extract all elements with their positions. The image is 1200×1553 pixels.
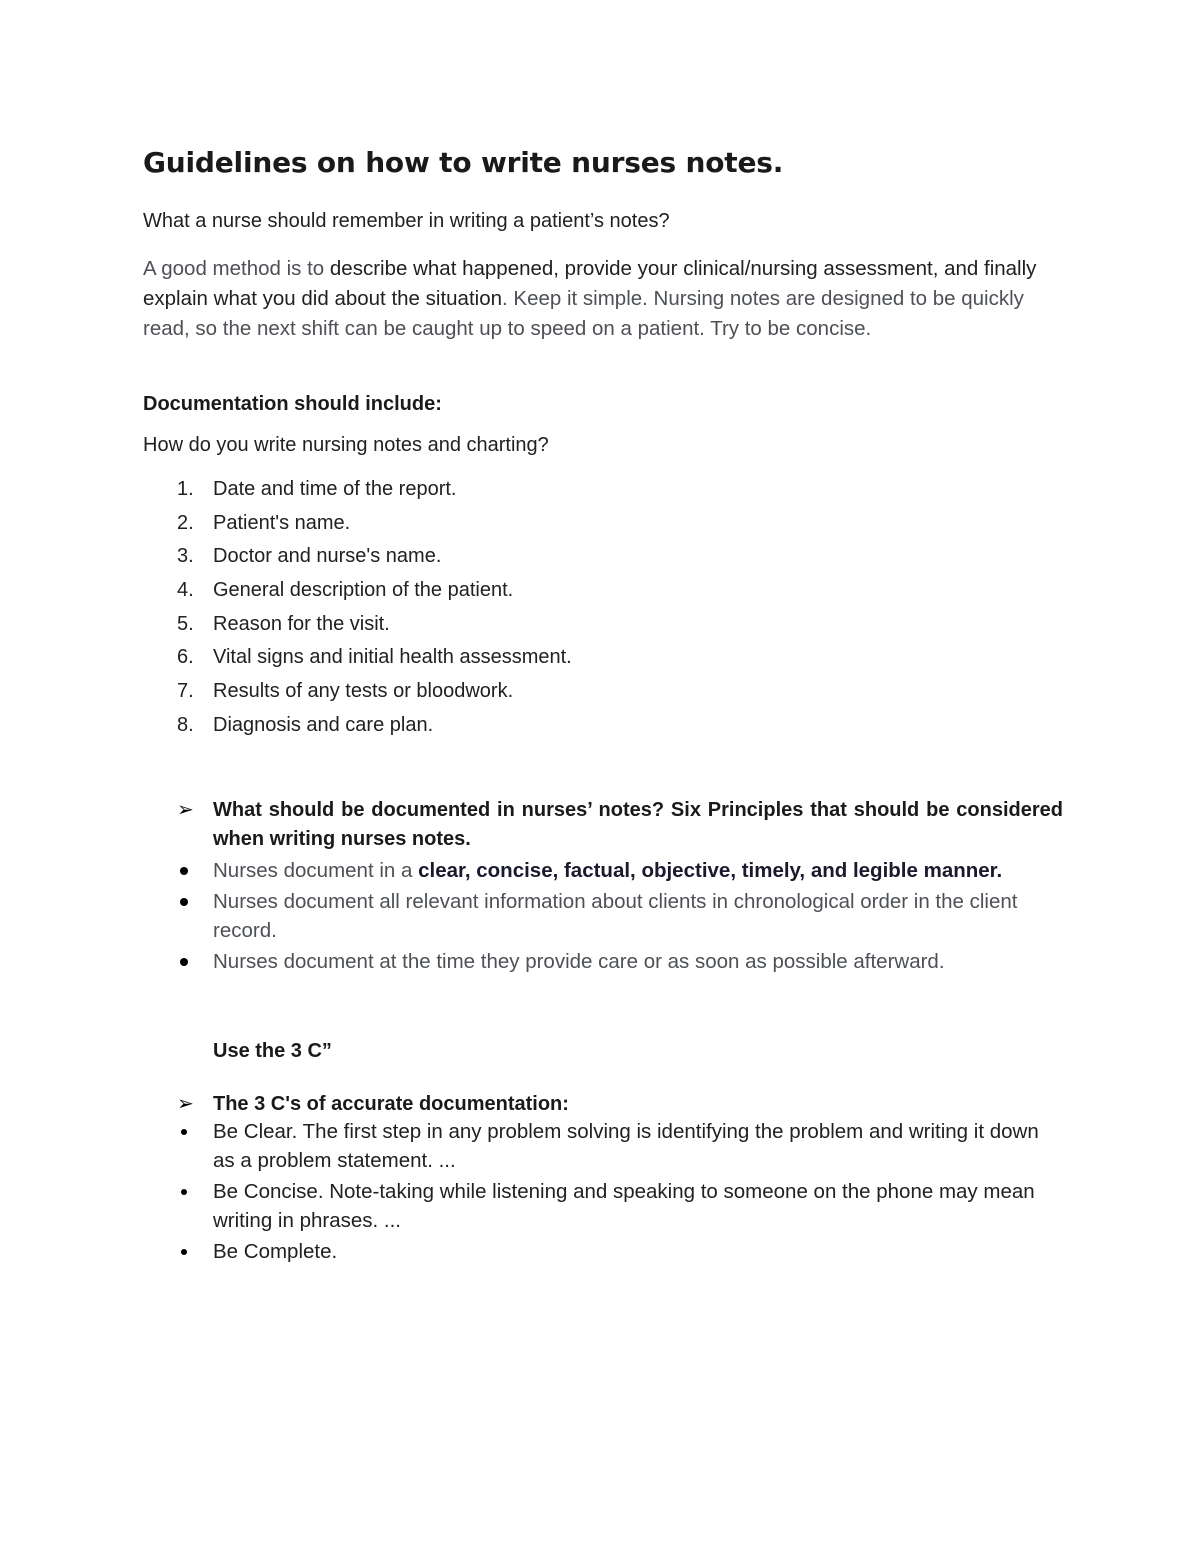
list-number: 6. [177,646,194,669]
bullet-icon [180,867,188,875]
bullet-icon [181,1129,187,1135]
arrow-bullet-icon: ➢ [177,1093,194,1115]
list-item [143,1237,1063,1266]
intro-part-2: describe what happened, provide your clinical/nursing assessment, and finally explain what you did about the situation [143,257,1037,310]
list-number: 2. [177,511,194,534]
bullet-icon [180,898,188,906]
list-item [143,541,572,575]
list-item [143,710,572,744]
three-c-item-3: Be Complete. [213,1240,338,1263]
list-item [143,575,572,609]
list-number: 5. [177,612,194,635]
bullet-icon [181,1189,187,1195]
list-item [143,947,1063,976]
list-item-text: Doctor and nurse's name. [213,545,442,568]
list-item [143,1177,1063,1235]
use-3c-label: Use the 3 C” [213,1040,332,1062]
three-c-item-1: Be Clear. The first step in any problem solving is identifying the problem and writing it down as a problem statement. ... [213,1120,1039,1172]
list-item [143,887,1063,945]
page-title: Guidelines on how to write nurses notes. [143,146,784,179]
three-c-heading [143,1090,1063,1119]
documentation-heading: Documentation should include: [143,393,442,415]
list-item [143,474,572,508]
three-c-heading-text: The 3 C's of accurate documentation: [213,1093,569,1115]
list-item-text: Results of any tests or bloodwork. [213,680,514,703]
list-item [143,609,572,643]
bullet-icon [180,958,188,966]
three-c-item-2: Be Concise. Note-taking while listening and speaking to someone on the phone may mean writing in phrases. ... [213,1180,1035,1232]
intro-part-3: . Keep it simple. Nursing notes are designed to be quickly read, so the next shift can be caught up to speed on a patient. Try to be concise. [143,287,1024,340]
list-item-text: General description of the patient. [213,579,514,602]
list-item [143,642,572,676]
list-item-text: Vital signs and initial health assessment. [213,646,572,669]
list-number: 1. [177,478,194,500]
principles-heading [143,796,1063,854]
principle-1-b: clear, concise, factual, objective, timely, and legible manner. [418,859,1003,882]
principle-2: Nurses document all relevant information about clients in chronological order in the client record. [213,890,1018,942]
principles-list [143,856,1063,978]
principle-3: Nurses document at the time they provide care or as soon as possible afterward. [213,950,945,973]
charting-question: How do you write nursing notes and charting? [143,434,549,456]
list-number: 3. [177,545,194,568]
list-item [143,1117,1063,1175]
list-item-text: Date and time of the report. [213,478,457,500]
intro-paragraph [143,254,1063,344]
list-item [143,856,1063,885]
list-item-text: Reason for the visit. [213,612,390,635]
principle-1-a: Nurses document in a [213,859,419,882]
bullet-icon [181,1249,187,1255]
list-number: 4. [177,579,194,602]
list-item-text: Diagnosis and care plan. [213,713,434,736]
intro-part-1: A good method is to [143,257,330,280]
list-item [143,676,572,710]
documentation-list [143,474,572,744]
arrow-bullet-icon: ➢ [177,799,194,821]
principles-heading-text: What should be documented in nurses’ notes? Six Principles that should be considered when writing nurses notes. [213,799,1063,850]
list-number: 8. [177,713,194,736]
list-number: 7. [177,680,194,703]
list-item [143,508,572,542]
three-c-list [143,1117,1063,1268]
list-item-text: Patient's name. [213,511,351,534]
intro-question: What a nurse should remember in writing a patient’s notes? [143,210,670,232]
